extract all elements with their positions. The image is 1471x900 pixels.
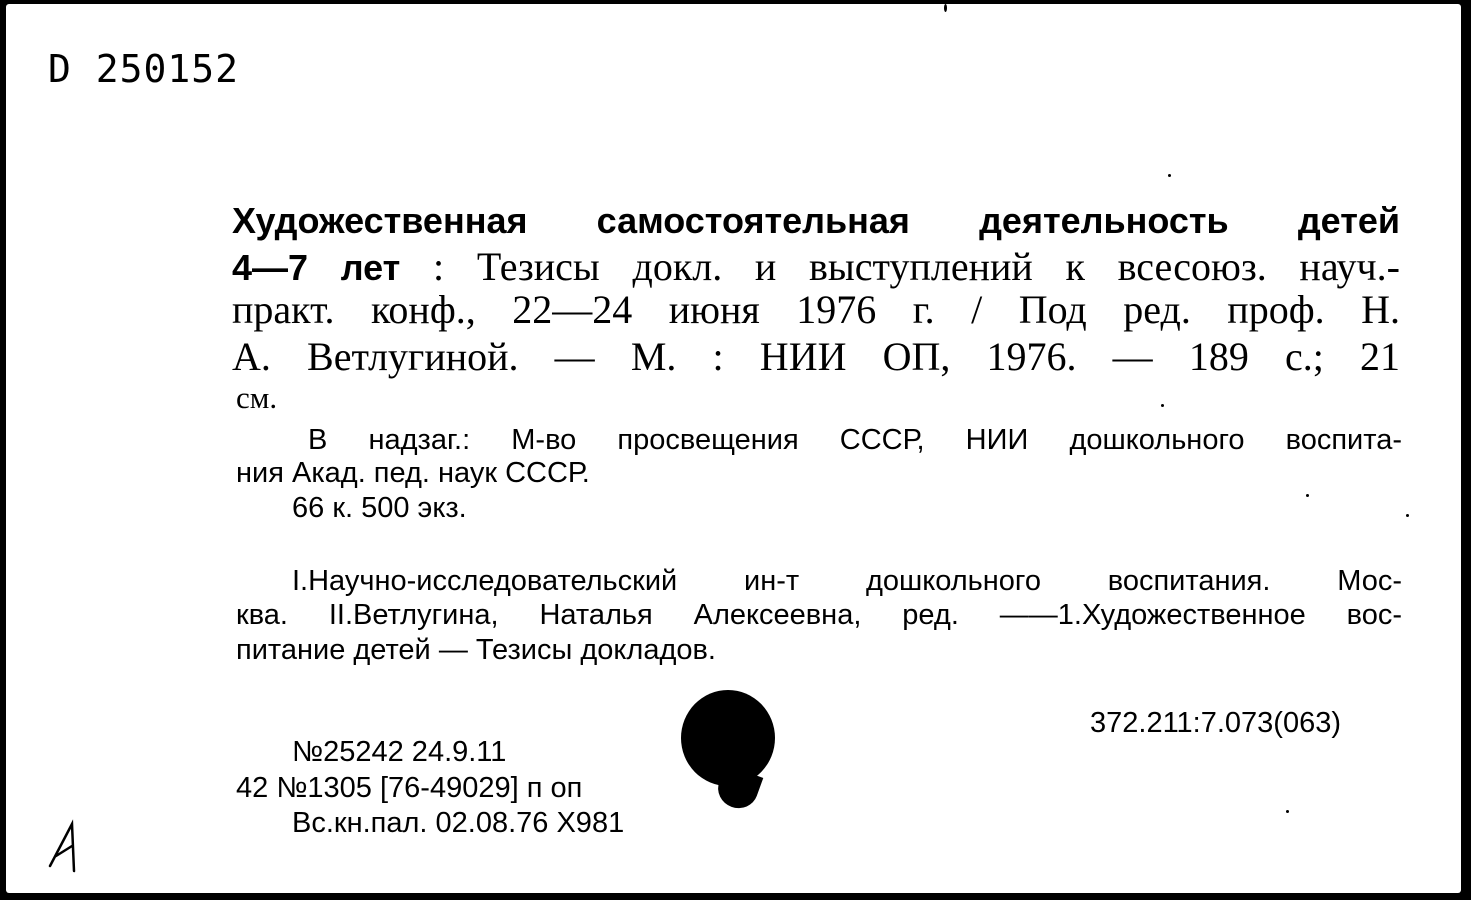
tracing-line-1: I.Научно-исследовательский ин-т дошкольного воспитания. Мос- <box>292 565 1402 597</box>
tracing-line-2: ква. II.Ветлугина, Наталья Алексеевна, ред. ——1.Художественное вос- <box>236 599 1402 631</box>
catalog-card <box>6 4 1461 893</box>
title-rest-2: : Тезисы докл. и выступлений к всесоюз. науч.- <box>433 244 1400 289</box>
control-line-3: Вс.кн.пал. 02.08.76 X981 <box>292 807 625 839</box>
title-line-2 <box>232 244 1400 289</box>
handwritten-mark-icon <box>42 816 92 876</box>
title-bold-2: 4—7 лет <box>232 247 434 288</box>
title-line-1 <box>232 200 1400 240</box>
speck <box>1168 174 1171 177</box>
title-line-4: А. Ветлугиной. — М. : НИИ ОП, 1976. — 189 с.; 21 <box>232 334 1400 379</box>
speck <box>1286 810 1289 813</box>
speck <box>944 4 947 12</box>
control-line-2: 42 №1305 [76-49029] п оп <box>236 772 583 804</box>
note-line-1: В надзаг.: М-во просвещения СССР, НИИ дошкольного воспита- <box>308 424 1402 456</box>
price-line: 66 к. 500 экз. <box>292 492 467 524</box>
title-bold: Художественная самостоятельная деятельность детей <box>232 200 1400 241</box>
control-line-1: №25242 24.9.11 <box>292 736 507 768</box>
classification-number: 372.211:7.073(063) <box>1090 707 1342 739</box>
title-line-5: см. <box>236 380 278 415</box>
call-number: D 250152 <box>48 47 240 91</box>
title-line-3: практ. конф., 22—24 июня 1976 г. / Под ред. проф. Н. <box>232 287 1400 332</box>
speck <box>1306 494 1309 497</box>
speck <box>1406 514 1409 517</box>
speck <box>1161 404 1164 407</box>
tracing-line-3: питание детей — Тезисы докладов. <box>236 634 716 666</box>
note-line-2: ния Акад. пед. наук СССР. <box>236 457 590 489</box>
